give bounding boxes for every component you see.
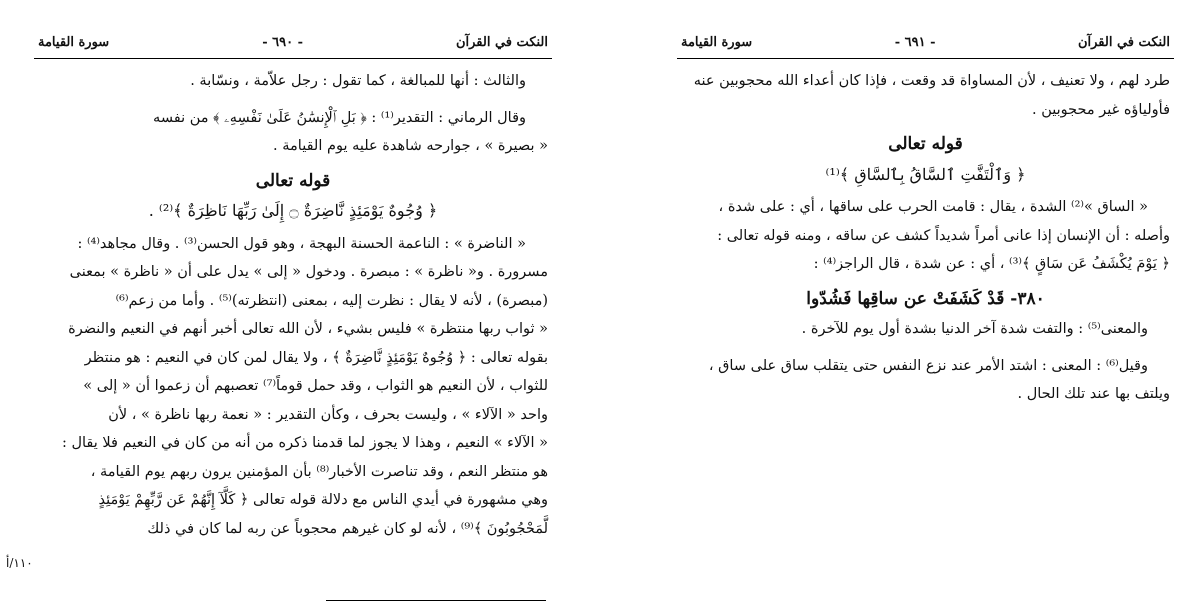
text-line: وقيل⁽⁶⁾ : المعنى : اشتد الأمر عند نزع النفس حتى يتقلب ساق على ساق ، [708,357,1148,374]
page-number: - ٦٩١ - [894,34,936,50]
section-heading: قوله تعالى [255,170,331,191]
text-line: « الآلاء » النعيم ، وهذا لا يجوز لما قدمنا ذكره من أنه من كان في النعيم فلا يقال : [61,435,548,451]
text-line: طرد لهم ، ولا تعنيف ، لأن المساواة قد وقعت ، فإذا كان أعداء الله محجوبين عنه [693,73,1170,89]
quran-verse: ﴿ وُجُوهٌ يَوْمَئِذٍ نَّاضِرَةٌ ۝ إِلَىٰ رَبِّهَا نَاظِرَةٌ ﴾⁽²⁾ . [148,201,438,220]
text-line: (مبصرة) ، لأنه لا يقال : نظرت إليه ، بمعنى (انتظرته)⁽⁵⁾ . وأما من زعم⁽⁶⁾ [115,292,548,309]
surah-name: سورة القيامة [681,34,753,50]
text-line: وقال الرماني : التقدير⁽¹⁾ : ﴿ بَلِ ٱلْإِنسَٰنُ عَلَىٰ نَفْسِهِۦ ﴾ من نفسه [153,109,526,126]
section-heading: قوله تعالى [888,134,963,154]
text-line: بقوله تعالى : ﴿ وُجُوهٌ يَوْمَئِذٍ نَّاضِرَةٌ ﴾ ، ولا يقال لمن كان في النعيم : هو منتظر [84,349,548,366]
page-number: - ٦٩٠ - [262,34,303,50]
text-line: والمعنى⁽⁵⁾ : والتفت شدة آخر الدنيا بشدة أول يوم للآخرة . [801,321,1148,337]
text-line: ويلتف بها عند تلك الحال . [1017,386,1170,402]
running-header [34,28,552,59]
text-line: فأولياؤه غير محجوبين . [1032,101,1170,118]
text-line: وهي مشهورة في أيدي الناس مع دلالة قوله تعالى ﴿ كَلَّآ إِنَّهُمْ عَن رَّبِّهِمْ يَوْمَئِذٍ [98,492,548,508]
text-line: مسرورة . و« ناظرة » : مبصرة . ودخول « إلى » يدل على أن « ناظرة » بمعنى [69,264,548,280]
poem-verse: ٣٨٠- قَدْ كَشَفَتْ عن ساقِها فَشُدّوا [806,288,1045,309]
text-line: « بصيرة » ، جوارحه شاهدة عليه يوم القيامة . [273,138,548,154]
text-line: لَّمَحْجُوبُونَ ﴾⁽⁹⁾ ، لأنه لو كان غيرهم محجوباً عن ربه لما كان في ذلك [147,520,548,537]
text-line: « الساق »⁽²⁾ الشدة ، يقال : قامت الحرب على ساقها ، أي : على شدة ، [718,199,1148,215]
page-691 [677,28,1174,409]
text-line: وأصله : أن الإنسان إذا عانى أمراً شديداً كشف عن ساقه ، ومنه قوله تعالى : [717,227,1170,244]
text-line: ﴿ يَوْمَ يُكْشَفُ عَن سَاقٍ ﴾⁽³⁾ ، أي : عن شدة ، قال الراجز⁽⁴⁾ : [813,256,1170,272]
text-line: للثواب ، لأن النعيم هو الثواب ، وقد حمل قوماً⁽⁷⁾ تعصبهم أن زعموا أن « إلى » [83,378,548,394]
book-title: النكت في القرآن [455,34,548,50]
book-title: النكت في القرآن [1077,34,1170,50]
running-header [677,28,1174,59]
text-line: « ثواب ربها منتظرة » فليس بشيء ، لأن الله تعالى أخبر أنهم في النعيم والنضرة [68,321,548,337]
page-690 [34,28,552,543]
text-line: واحد « الآلاء » ، وليست بحرف ، وكأن التقدير : « نعمة ربها ناظرة » ، لأن [108,406,548,423]
text-line: والثالث : أنها للمبالغة ، كما تقول : رجل علاّمة ، ونسّابة . [190,73,526,89]
quran-verse: ﴿ وَٱلْتَفَّتِ ٱلسَّاقُ بِٱلسَّاقِ ﴾⁽¹⁾ [825,164,1026,184]
text-line: هو منتظر النعم ، وقد تناصرت الأخبار⁽⁸⁾ بأن المؤمنين يرون ربهم يوم القيامة ، [90,463,548,480]
footnote-divider [326,600,546,601]
manuscript-folio-note: ١١٠/أ [6,556,33,570]
text-line: « الناضرة » : الناعمة الحسنة البهجة ، وهو قول الحسن⁽³⁾ . وقال مجاهد⁽⁴⁾ : [77,235,526,252]
surah-name: سورة القيامة [38,34,110,50]
